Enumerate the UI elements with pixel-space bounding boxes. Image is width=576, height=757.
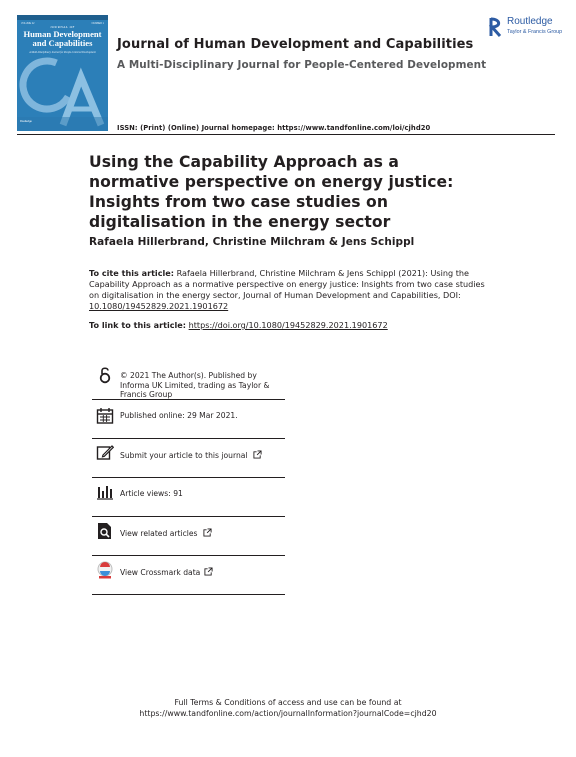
calendar-icon: [96, 407, 114, 425]
external-link-icon: [204, 567, 213, 576]
link-label: To link to this article:: [89, 320, 187, 330]
footer-line-1: Full Terms & Conditions of access and use can be found at: [174, 698, 402, 707]
bar-chart-icon: [96, 483, 114, 501]
footer-terms-link[interactable]: https://www.tandfonline.com/action/journalInformation?journalCode=cjhd20: [139, 709, 437, 718]
link-block: [89, 320, 388, 330]
citation-block: [89, 268, 489, 312]
routledge-logo-icon: [489, 17, 503, 37]
article-doi-link[interactable]: https://doi.org/10.1080/19452829.2021.1901672: [188, 320, 388, 330]
crossmark-link[interactable]: [120, 567, 288, 578]
crossmark-row[interactable]: [92, 556, 285, 595]
external-link-icon: [203, 528, 212, 537]
published-row: [92, 400, 285, 439]
cover-volume: VOLUME 22: [21, 22, 35, 25]
cover-publisher-logo: Routledge: [20, 120, 32, 123]
license-row: [92, 362, 285, 400]
cover-title: Human Development and Capabilities: [23, 29, 102, 48]
views-row: [92, 478, 285, 517]
journal-title[interactable]: Journal of Human Development and Capabilities: [117, 37, 474, 52]
submit-row[interactable]: [92, 439, 285, 478]
cover-top-strip: [17, 15, 108, 20]
crossmark-text[interactable]: View Crossmark data: [120, 568, 201, 577]
citation-doi-link[interactable]: 10.1080/19452829.2021.1901672: [89, 301, 229, 311]
pen-edit-icon: [96, 444, 114, 462]
related-row[interactable]: [92, 517, 285, 556]
cover-subtitle: A Multi-Disciplinary Journal for People-Centered Development: [29, 51, 96, 54]
document-search-icon: [96, 522, 114, 540]
journal-subtitle: A Multi-Disciplinary Journal for People-Centered Development: [117, 59, 487, 71]
license-text: © 2021 The Author(s). Published by Informa UK Limited, trading as Taylor & Francis Group: [120, 371, 270, 399]
crossmark-icon: [96, 561, 114, 579]
related-articles-link[interactable]: [120, 528, 288, 539]
related-articles-text[interactable]: View related articles: [120, 529, 198, 538]
submit-article-text[interactable]: Submit your article to this journal: [120, 451, 248, 460]
external-link-icon: [253, 450, 262, 459]
header-divider: [17, 134, 555, 135]
citation-text: Rafaela Hillerbrand, Christine Milchram & Jens Schippl (2021): Using the Capability Approach as a normative perspective on energy justice: Insights from two case studies on digitalisation in the energy sector, Journal of Human Development and Capabilities, DOI:: [89, 268, 485, 300]
cover-number: NUMBER 1: [91, 22, 104, 25]
open-lock-icon: [96, 366, 114, 384]
publisher-name: Routledge: [507, 16, 553, 27]
submit-article-link[interactable]: [120, 450, 288, 461]
publisher-group: Taylor & Francis Group: [507, 29, 563, 35]
citation-label: To cite this article:: [89, 268, 175, 278]
article-authors: Rafaela Hillerbrand, Christine Milchram & Jens Schippl: [89, 236, 415, 248]
article-title: Using the Capability Approach as a normative perspective on energy justice: Insights from two case studies on digitalisation in the energy sector: [89, 153, 454, 231]
issn-homepage-line[interactable]: ISSN: (Print) (Online) Journal homepage: https://www.tandfonline.com/loi/cjhd20: [117, 124, 431, 132]
footer-terms: [0, 697, 576, 719]
article-views: Article views: 91: [120, 489, 183, 498]
journal-cover-image: [17, 15, 108, 131]
published-date: Published online: 29 Mar 2021.: [120, 411, 238, 420]
cover-journal-of: JOURNAL OF: [50, 25, 75, 29]
